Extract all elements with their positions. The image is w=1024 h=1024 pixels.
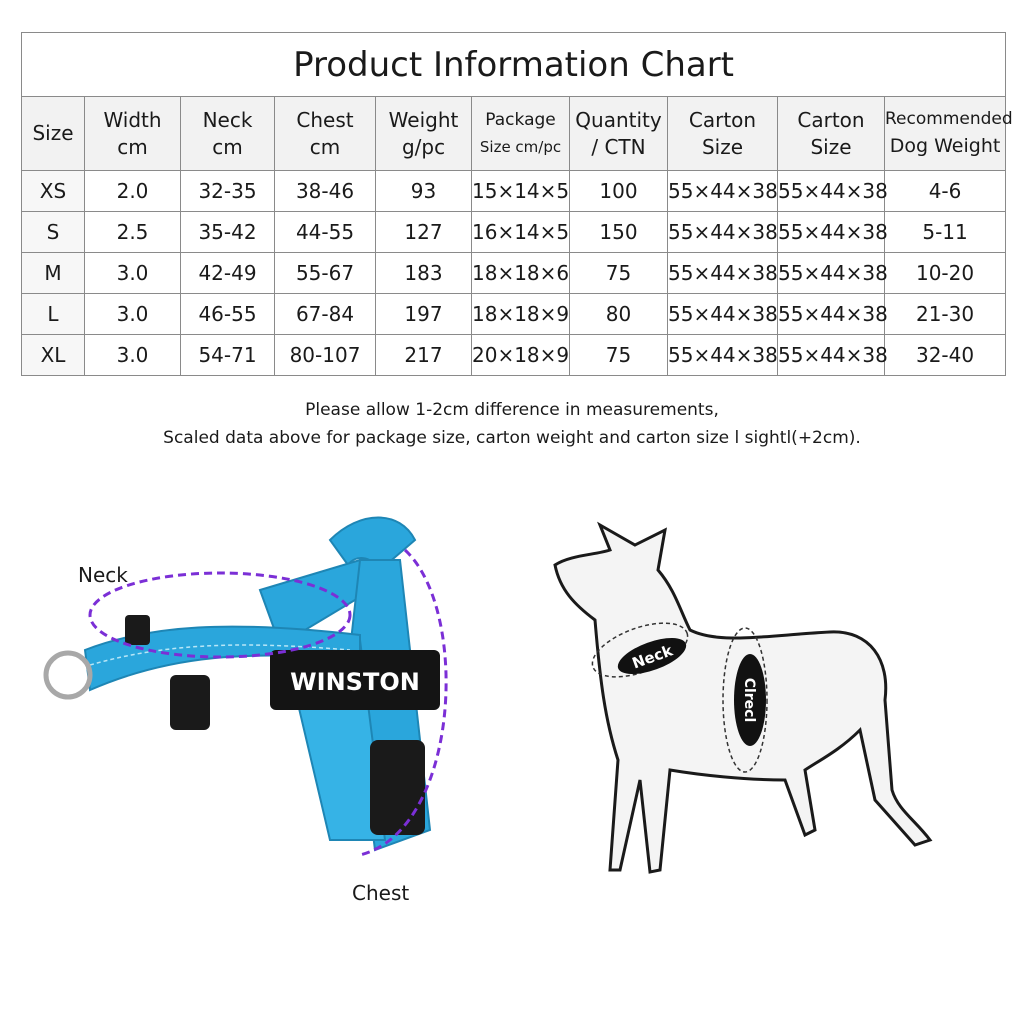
col-header-carton-size-2: Carton Size bbox=[778, 97, 885, 171]
scaled-data-note: Scaled data above for package size, carton weight and carton size l sightl(+2cm). bbox=[163, 428, 861, 448]
table-cell: 127 bbox=[376, 212, 472, 253]
table-cell: 2.0 bbox=[85, 171, 181, 212]
d-ring-icon bbox=[46, 653, 90, 697]
table-cell: 32-35 bbox=[181, 171, 275, 212]
table-row bbox=[22, 335, 1006, 376]
table-cell: 67-84 bbox=[275, 294, 376, 335]
side-release-buckle-icon bbox=[370, 740, 425, 835]
table-cell: 217 bbox=[376, 335, 472, 376]
size-cell: L bbox=[22, 294, 85, 335]
table-cell: 3.0 bbox=[85, 335, 181, 376]
table-cell: 80 bbox=[570, 294, 668, 335]
size-cell: XS bbox=[22, 171, 85, 212]
table-cell: 38-46 bbox=[275, 171, 376, 212]
name-tag-text: WINSTON bbox=[290, 668, 420, 696]
table-cell: 150 bbox=[570, 212, 668, 253]
table-cell: 21-30 bbox=[885, 294, 1006, 335]
table-cell: 55×44×38 bbox=[668, 294, 778, 335]
dog-neck-label: Neck bbox=[629, 641, 675, 673]
table-cell: 55×44×38 bbox=[778, 335, 885, 376]
col-header-weight: Weight g/pc bbox=[376, 97, 472, 171]
col-header-size: Size bbox=[22, 97, 85, 171]
dog-illustration bbox=[540, 520, 960, 900]
table-cell: 55×44×38 bbox=[668, 253, 778, 294]
table-cell: 55×44×38 bbox=[668, 335, 778, 376]
table-cell: 20×18×9 bbox=[472, 335, 570, 376]
table-cell: 183 bbox=[376, 253, 472, 294]
table-cell: 100 bbox=[570, 171, 668, 212]
table-cell: 42-49 bbox=[181, 253, 275, 294]
product-info-table bbox=[21, 32, 1013, 376]
slider-buckle-icon bbox=[170, 675, 210, 730]
table-cell: 35-42 bbox=[181, 212, 275, 253]
table-row bbox=[22, 212, 1006, 253]
table-cell: 55×44×38 bbox=[778, 171, 885, 212]
col-header-dog-weight: Recommended Dog Weight bbox=[885, 97, 1006, 171]
table-cell: 55×44×38 bbox=[778, 212, 885, 253]
col-header-package: Package Size cm/pc bbox=[472, 97, 570, 171]
table-cell: 18×18×6 bbox=[472, 253, 570, 294]
table-cell: 55×44×38 bbox=[668, 171, 778, 212]
harness-neck-label: Neck bbox=[78, 563, 128, 587]
measurement-note: Please allow 1-2cm difference in measurements, bbox=[305, 400, 719, 420]
table-cell: 2.5 bbox=[85, 212, 181, 253]
table-cell: 10-20 bbox=[885, 253, 1006, 294]
harness-chest-label: Chest bbox=[352, 881, 410, 905]
table-cell: 55×44×38 bbox=[668, 212, 778, 253]
table-cell: 75 bbox=[570, 335, 668, 376]
chart-title: Product Information Chart bbox=[22, 33, 1006, 97]
table-cell: 18×18×9 bbox=[472, 294, 570, 335]
table-row bbox=[22, 294, 1006, 335]
table-cell: 54-71 bbox=[181, 335, 275, 376]
table-cell: 5-11 bbox=[885, 212, 1006, 253]
table-cell: 46-55 bbox=[181, 294, 275, 335]
table-cell: 197 bbox=[376, 294, 472, 335]
table-cell: 55-67 bbox=[275, 253, 376, 294]
table-cell: 3.0 bbox=[85, 253, 181, 294]
table-row bbox=[22, 171, 1006, 212]
table-cell: 75 bbox=[570, 253, 668, 294]
size-cell: M bbox=[22, 253, 85, 294]
col-header-carton-size-1: Carton Size bbox=[668, 97, 778, 171]
table-cell: 15×14×5 bbox=[472, 171, 570, 212]
col-header-quantity: Quantity / CTN bbox=[570, 97, 668, 171]
header-row bbox=[22, 97, 1006, 171]
table-cell: 4-6 bbox=[885, 171, 1006, 212]
size-cell: S bbox=[22, 212, 85, 253]
table-row bbox=[22, 253, 1006, 294]
table-cell: 44-55 bbox=[275, 212, 376, 253]
table-cell: 32-40 bbox=[885, 335, 1006, 376]
table-cell: 16×14×5 bbox=[472, 212, 570, 253]
table-cell: 55×44×38 bbox=[778, 253, 885, 294]
dog-chest-label: Clrecl bbox=[741, 677, 757, 723]
table-cell: 80-107 bbox=[275, 335, 376, 376]
size-cell: XL bbox=[22, 335, 85, 376]
col-header-width: Width cm bbox=[85, 97, 181, 171]
table-cell: 3.0 bbox=[85, 294, 181, 335]
table-cell: 93 bbox=[376, 171, 472, 212]
col-header-neck: Neck cm bbox=[181, 97, 275, 171]
table-cell: 55×44×38 bbox=[778, 294, 885, 335]
col-header-chest: Chest cm bbox=[275, 97, 376, 171]
